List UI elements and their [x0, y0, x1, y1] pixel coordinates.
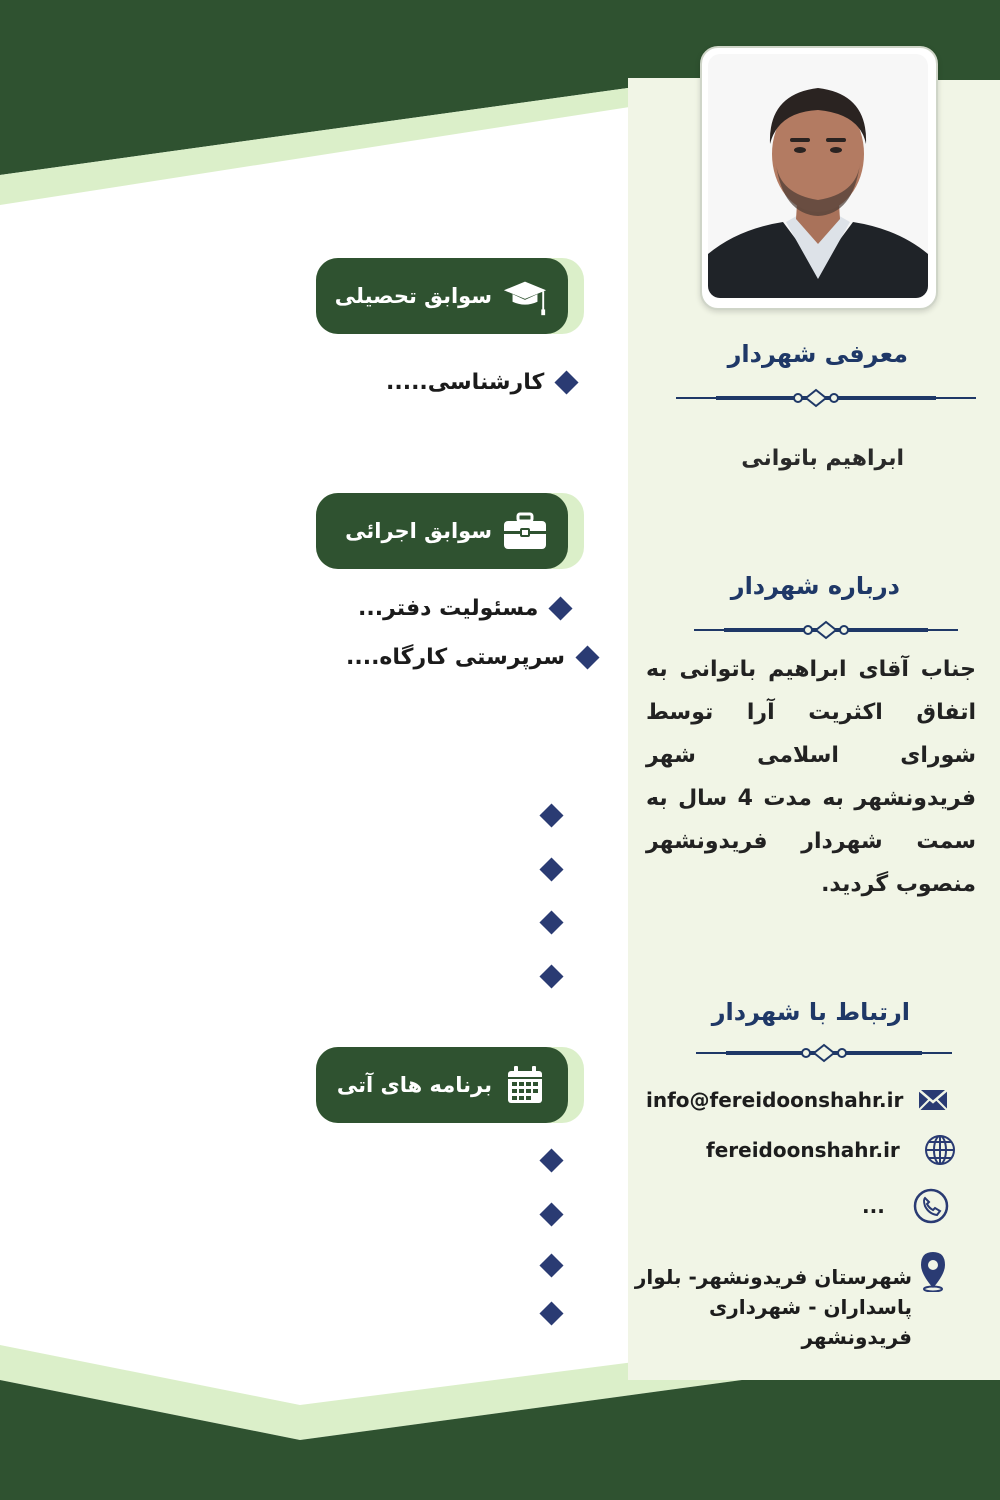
briefcase-icon [502, 511, 548, 551]
ornament-divider [696, 1043, 952, 1063]
about-heading: درباره شهردار [730, 572, 900, 600]
mayor-portrait [708, 54, 928, 298]
website-link[interactable]: fereidoonshahr.ir [706, 1138, 900, 1162]
phone-icon [913, 1188, 949, 1224]
mayor-name: ابراهیم باتوانی [741, 446, 904, 471]
contact-website-row[interactable] [706, 1134, 956, 1166]
contact-heading: ارتباط با شهردار [711, 998, 910, 1026]
graduation-cap-icon [502, 276, 548, 316]
list-item: سرپرستی کارگاه.... [346, 645, 602, 670]
phone-number[interactable]: ... [862, 1194, 885, 1218]
address-text: شهرستان فریدونشهر- بلوار پاسداران - شهرداری فریدونشهر [634, 1265, 912, 1349]
list-item: مسئولیت دفتر... [358, 596, 575, 621]
intro-heading: معرفی شهردار [727, 340, 908, 368]
about-text: جناب آقای ابراهیم باتوانی به اتفاق اکثریت آرا توسط شورای اسلامی شهر فریدونشهر به مدت 4 سال به سمت شهردار فریدونشهر منصوب گردید. [646, 657, 977, 897]
envelope-icon [917, 1084, 949, 1116]
education-title: سوابق تحصیلی [334, 284, 492, 308]
contact-email-row[interactable] [646, 1084, 949, 1116]
plans-section-header [316, 1047, 568, 1123]
ornament-divider [676, 388, 976, 408]
bullet-diamond [555, 370, 579, 394]
bullet-diamond [575, 645, 599, 669]
bullet-diamond [549, 596, 573, 620]
education-section-header [316, 258, 568, 334]
location-pin-icon [918, 1250, 948, 1296]
globe-icon [924, 1134, 956, 1166]
email-link[interactable]: info@fereidoonshahr.ir [646, 1088, 904, 1112]
plans-title: برنامه های آتی [336, 1073, 492, 1097]
ornament-divider [694, 620, 958, 640]
list-item: کارشناسی..... [386, 370, 581, 395]
contact-phone-row[interactable] [862, 1188, 949, 1224]
calendar-icon [502, 1065, 548, 1105]
experience-section-header [316, 493, 568, 569]
experience-title: سوابق اجرائی [345, 519, 492, 543]
